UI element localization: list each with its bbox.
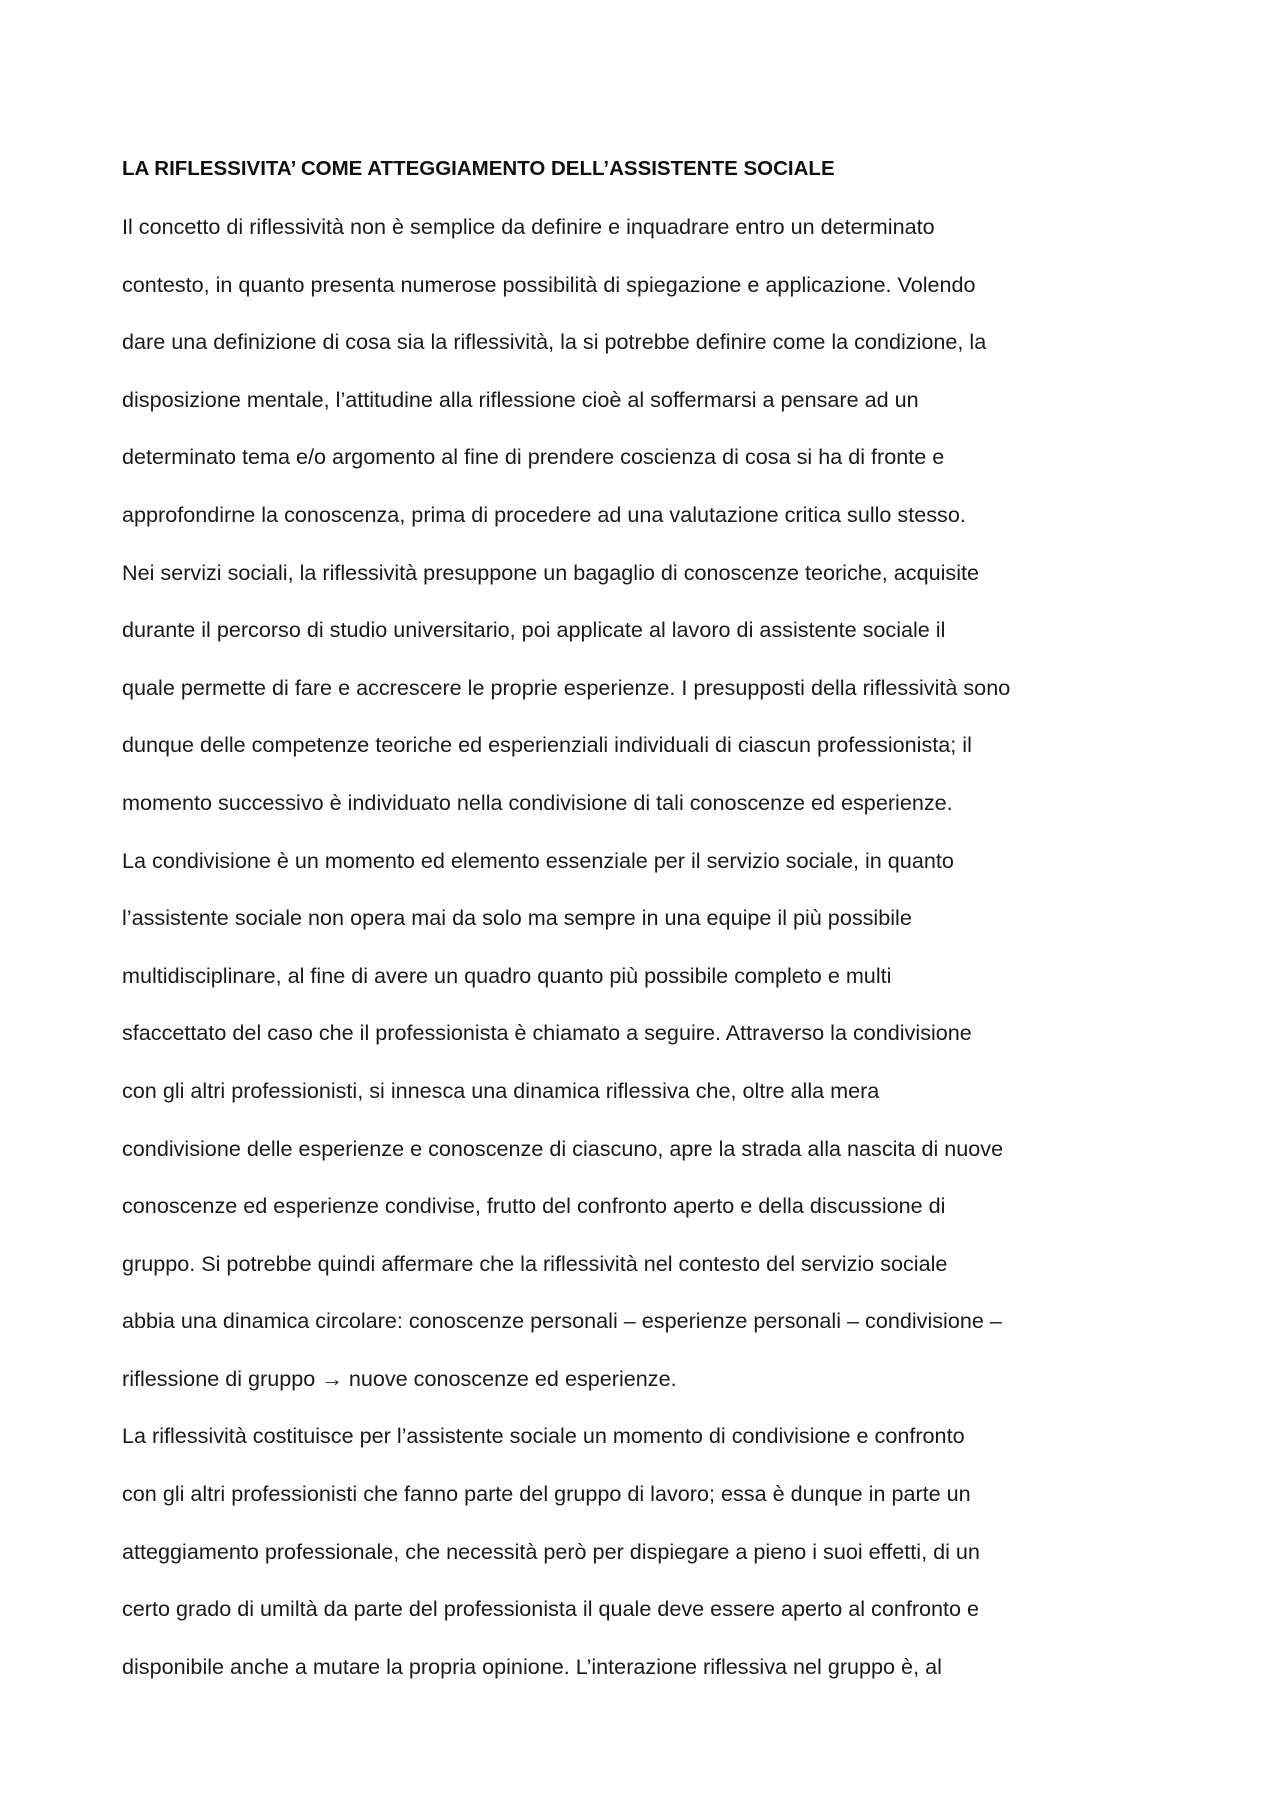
text-line: sfaccettato del caso che il professionista è chiamato a seguire. Attraverso la condivisione xyxy=(122,1020,972,1046)
text-line: dunque delle competenze teoriche ed esperienziali individuali di ciascun professionista; il xyxy=(122,732,972,758)
text-line: durante il percorso di studio universitario, poi applicate al lavoro di assistente sociale il xyxy=(122,617,946,643)
text-line: con gli altri professionisti, si innesca una dinamica riflessiva che, oltre alla mera xyxy=(122,1077,880,1103)
text-line: Nei servizi sociali, la riflessività presuppone un bagaglio di conoscenze teoriche, acquisite xyxy=(122,559,980,585)
text-line: quale permette di fare e accrescere le proprie esperienze. I presupposti della riflessività sono xyxy=(122,674,1011,700)
document-body xyxy=(122,211,1010,1708)
text-line: approfondirne la conoscenza, prima di procedere ad una valutazione critica sullo stesso. xyxy=(122,501,966,527)
text-line: momento successivo è individuato nella condivisione di tali conoscenze ed esperienze. xyxy=(122,789,953,815)
text-line: gruppo. Si potrebbe quindi affermare che la riflessività nel contesto del servizio sociale xyxy=(122,1250,948,1276)
text-line: determinato tema e/o argomento al fine di prendere coscienza di cosa si ha di fronte e xyxy=(122,444,945,470)
text-line: certo grado di umiltà da parte del professionista il quale deve essere aperto al confronto e xyxy=(122,1596,980,1622)
text-line: conoscenze ed esperienze condivise, frutto del confronto aperto e della discussione di xyxy=(122,1193,946,1219)
text-line: contesto, in quanto presenta numerose possibilità di spiegazione e applicazione. Volendo xyxy=(122,271,976,297)
text-line: Il concetto di riflessività non è semplice da definire e inquadrare entro un determinato xyxy=(122,214,935,239)
text-line: con gli altri professionisti che fanno parte del gruppo di lavoro; essa è dunque in parte un xyxy=(122,1481,971,1507)
text-line: La riflessività costituisce per l’assistente sociale un momento di condivisione e confronto xyxy=(122,1423,965,1449)
text-line: disponibile anche a mutare la propria opinione. L’interazione riflessiva nel gruppo è, al xyxy=(122,1653,942,1679)
text-line: disposizione mentale, l’attitudine alla riflessione cioè al soffermarsi a pensare ad un xyxy=(122,386,919,412)
text-line: atteggiamento professionale, che necessità però per dispiegare a pieno i suoi effetti, di un xyxy=(122,1538,980,1564)
document-title: LA RIFLESSIVITA’ COME ATTEGGIAMENTO DELL’ASSISTENTE SOCIALE xyxy=(122,157,835,180)
text-line: riflessione di gruppo → nuove conoscenze ed esperienze. xyxy=(122,1365,677,1391)
text-line: condivisione delle esperienze e conoscenze di ciascuno, apre la strada alla nascita di nuove xyxy=(122,1135,1004,1161)
text-line: La condivisione è un momento ed elemento essenziale per il servizio sociale, in quanto xyxy=(122,847,954,873)
text-line: dare una definizione di cosa sia la riflessività, la si potrebbe definire come la condizione, la xyxy=(122,329,987,355)
text-line: l’assistente sociale non opera mai da solo ma sempre in una equipe il più possibile xyxy=(122,905,912,931)
text-line: multidisciplinare, al fine di avere un quadro quanto più possibile completo e multi xyxy=(122,962,892,988)
text-line: abbia una dinamica circolare: conoscenze personali – esperienze personali – condivisione – xyxy=(122,1308,1002,1334)
